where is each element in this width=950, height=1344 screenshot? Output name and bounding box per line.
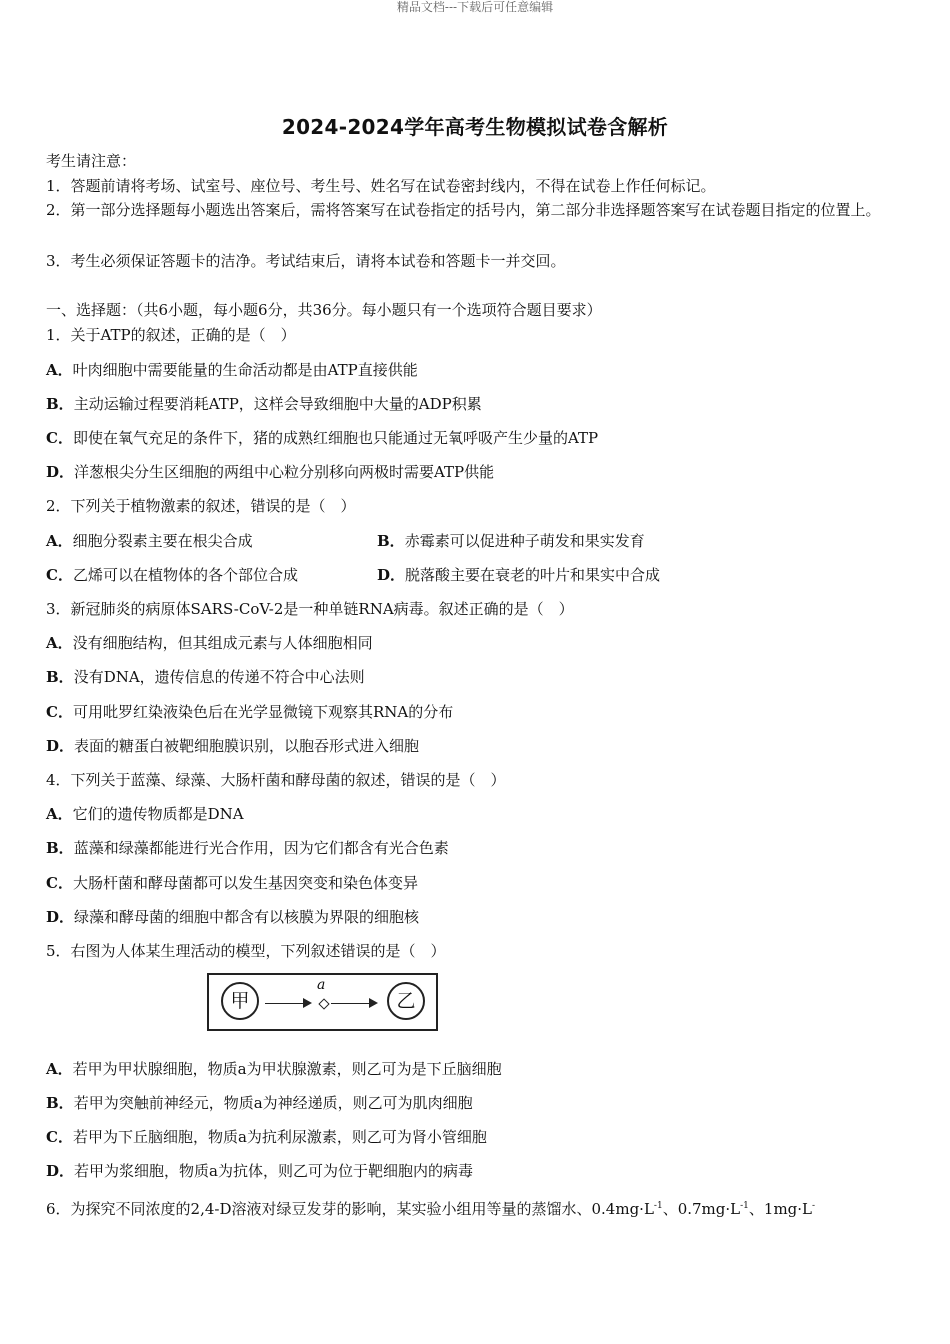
question-1-stem: 1．关于ATP的叙述，正确的是（ ）: [46, 326, 296, 344]
arrow-line-left: [265, 1003, 305, 1004]
question-4-stem: 4．下列关于蓝藻、绿藻、大肠杆菌和酵母菌的叙述，错误的是（ ）: [46, 771, 506, 789]
question-5-option-d: D．若甲为浆细胞，物质a为抗体，则乙可为位于靶细胞内的病毒: [46, 1162, 473, 1180]
question-4-option-a: A．它们的遗传物质都是DNA: [46, 805, 244, 823]
question-5-stem: 5．右图为人体某生理活动的模型，下列叙述错误的是（ ）: [46, 942, 446, 960]
question-5-option-a: A．若甲为甲状腺细胞，物质a为甲状腺激素，则乙可为是下丘脑细胞: [46, 1060, 502, 1078]
substance-a-marker: [318, 998, 329, 1009]
question-2-option-d: D．脱落酸主要在衰老的叶片和果实中合成: [377, 566, 661, 584]
question-3-option-a: A．没有细胞结构，但其组成元素与人体细胞相同: [46, 634, 373, 652]
question-1-option-c: C．即使在氧气充足的条件下，猪的成熟红细胞也只能通过无氧呼吸产生少量的ATP: [46, 429, 599, 447]
notice-heading: 考生请注意：: [46, 152, 137, 170]
node-jia: 甲: [221, 982, 259, 1020]
question-2-stem: 2．下列关于植物激素的叙述，错误的是（ ）: [46, 497, 356, 515]
question-4-option-d: D．绿藻和酵母菌的细胞中都含有以核膜为界限的细胞核: [46, 908, 420, 926]
question-3-option-d: D．表面的糖蛋白被靶细胞膜识别，以胞吞形式进入细胞: [46, 737, 420, 755]
page-title: 2024-2024学年高考生物模拟试卷含解析: [281, 115, 669, 139]
node-yi: 乙: [387, 982, 425, 1020]
question-6-stem: 6．为探究不同浓度的2,4-D溶液对绿豆发芽的影响，某实验小组用等量的蒸馏水、$0.4mg\cdot L^{-1}$、$0.7mg\cdot L^{-1}$、1mg·L-: [46, 1200, 816, 1218]
notice-item-1: 1．答题前请将考场、试室号、座位号、考生号、姓名写在试卷密封线内，不得在试卷上作任何标记。: [46, 177, 716, 195]
watermark: 精品文档---下载后可任意编辑: [396, 0, 554, 14]
question-1-option-d: D．洋葱根尖分生区细胞的两组中心粒分别移向两极时需要ATP供能: [46, 463, 495, 481]
question-1-option-b: B．主动运输过程要消耗ATP，这样会导致细胞中大量的ADP积累: [46, 395, 482, 413]
question-3-stem: 3．新冠肺炎的病原体SARS-CoV-2是一种单链RNA病毒。叙述正确的是（ ）: [46, 600, 574, 618]
question-1-option-a: A．叶肉细胞中需要能量的生命活动都是由ATP直接供能: [46, 361, 418, 379]
notice-item-3: 3．考生必须保证答题卡的洁净。考试结束后，请将本试卷和答题卡一并交回。: [46, 252, 566, 270]
arrow-head-icon: [303, 998, 312, 1008]
substance-a-label: a: [317, 977, 326, 993]
arrow-line-right: [331, 1003, 371, 1004]
question-2-option-b: B．赤霉素可以促进种子萌发和果实发育: [377, 532, 645, 550]
question-2-option-c: C．乙烯可以在植物体的各个部位合成: [46, 566, 298, 584]
question-3-option-c: C．可用吡罗红染液染色后在光学显微镜下观察其RNA的分布: [46, 703, 454, 721]
section-heading: 一、选择题：（共6小题，每小题6分，共36分。每小题只有一个选项符合题目要求）: [46, 301, 602, 319]
question-4-option-b: B．蓝藻和绿藻都能进行光合作用，因为它们都含有光合色素: [46, 839, 449, 857]
question-5-option-b: B．若甲为突触前神经元，物质a为神经递质，则乙可为肌肉细胞: [46, 1094, 473, 1112]
notice-item-2: 2．第一部分选择题每小题选出答案后，需将答案写在试卷指定的括号内，第二部分非选择题答案写在试卷题目指定的位置上。: [46, 201, 881, 219]
signal-model-diagram: [207, 973, 438, 1031]
question-4-option-c: C．大肠杆菌和酵母菌都可以发生基因突变和染色体变异: [46, 874, 418, 892]
question-5-option-c: C．若甲为下丘脑细胞，物质a为抗利尿激素，则乙可为肾小管细胞: [46, 1128, 487, 1146]
arrow-head-icon: [369, 998, 378, 1008]
question-2-option-a: A．细胞分裂素主要在根尖合成: [46, 532, 253, 550]
question-3-option-b: B．没有DNA，遗传信息的传递不符合中心法则: [46, 668, 365, 686]
